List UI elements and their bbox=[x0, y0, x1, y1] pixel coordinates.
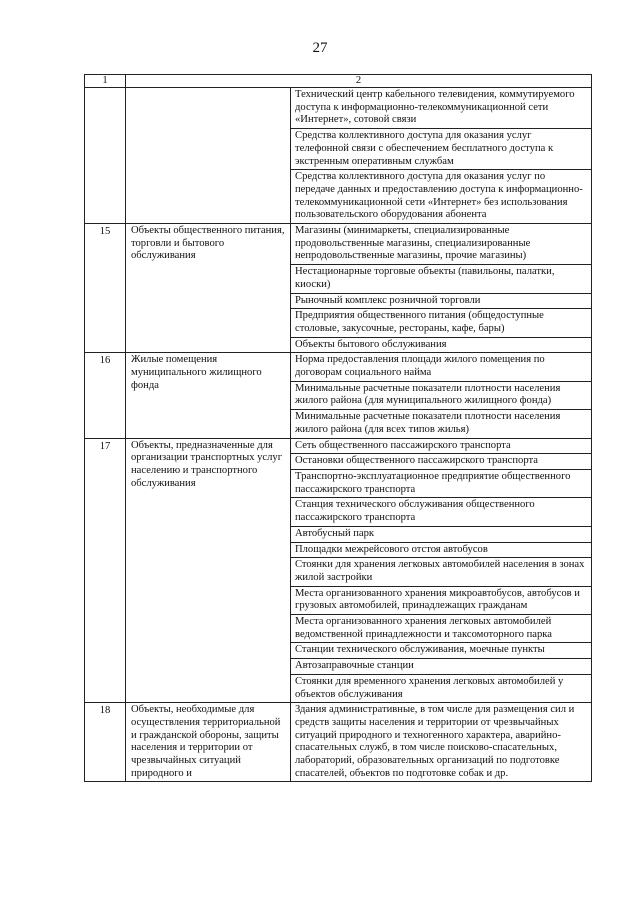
group-number-cell: 17 bbox=[85, 438, 126, 703]
item-cell: Автозаправочные станции bbox=[291, 659, 592, 675]
table-row bbox=[85, 353, 592, 381]
item-cell: Сеть общественного пассажирского транспорта bbox=[291, 438, 592, 454]
group-number-cell: 16 bbox=[85, 353, 126, 438]
group-number-cell: 15 bbox=[85, 224, 126, 353]
item-cell: Станции технического обслуживания, моечные пункты bbox=[291, 643, 592, 659]
group-name-cell bbox=[126, 88, 291, 224]
item-cell: Предприятия общественного питания (общедоступные столовые, закусочные, рестораны, кафе, бары) bbox=[291, 309, 592, 337]
item-cell: Автобусный парк bbox=[291, 526, 592, 542]
table-row bbox=[85, 88, 592, 129]
standards-table bbox=[84, 74, 592, 782]
item-cell: Минимальные расчетные показатели плотности населения жилого района (для муниципального жилищного фонда) bbox=[291, 381, 592, 409]
item-cell: Минимальные расчетные показатели плотности населения жилого района (для всех типов жилья) bbox=[291, 410, 592, 438]
column-header-2: 2 bbox=[126, 75, 592, 88]
column-header-1: 1 bbox=[85, 75, 126, 88]
item-cell: Стоянки для временного хранения легковых автомобилей у объектов обслуживания bbox=[291, 674, 592, 702]
page-number: 27 bbox=[312, 40, 328, 56]
item-cell: Норма предоставления площади жилого помещения по договорам социального найма bbox=[291, 353, 592, 381]
table-row bbox=[85, 703, 592, 782]
group-name-cell: Объекты, необходимые для осуществления территориальной и гражданской обороны, защиты населения и территории от чрезвычайных ситуаций природного и bbox=[126, 703, 291, 782]
item-cell: Места организованного хранения легковых автомобилей ведомственной принадлежности и таксомоторного парка bbox=[291, 615, 592, 643]
group-name-cell: Жилые помещения муниципального жилищного фонда bbox=[126, 353, 291, 438]
item-cell: Здания административные, в том числе для размещения сил и средств защиты населения и территории от чрезвычайных ситуаций природного и техногенного характера, аварийно-спасательных служб, в том числе поисково-спасательных, лабораторий, образовательных организаций по подготовке спасателей, объектов по подготовке собак и др. bbox=[291, 703, 592, 782]
table-row bbox=[85, 438, 592, 454]
item-cell: Рыночный комплекс розничной торговли bbox=[291, 293, 592, 309]
group-number-cell: 18 bbox=[85, 703, 126, 782]
group-name-cell: Объекты общественного питания, торговли и бытового обслуживания bbox=[126, 224, 291, 353]
item-cell: Нестационарные торговые объекты (павильоны, палатки, киоски) bbox=[291, 265, 592, 293]
item-cell: Средства коллективного доступа для оказания услуг по передаче данных и предоставлению доступа к информационно-телекоммуникационной сети «Интернет» без использования пользовательского оборудования абонента bbox=[291, 170, 592, 224]
item-cell: Объекты бытового обслуживания bbox=[291, 337, 592, 353]
group-name-cell: Объекты, предназначенные для организации транспортных услуг населению и транспортного обслуживания bbox=[126, 438, 291, 703]
item-cell: Технический центр кабельного телевидения, коммутируемого доступа к информационно-телекоммуникационной сети «Интернет», сотовой связи bbox=[291, 88, 592, 129]
table-row bbox=[85, 224, 592, 265]
group-number-cell bbox=[85, 88, 126, 224]
item-cell: Площадки межрейсового отстоя автобусов bbox=[291, 542, 592, 558]
item-cell: Станция технического обслуживания общественного пассажирского транспорта bbox=[291, 498, 592, 526]
item-cell: Средства коллективного доступа для оказания услуг телефонной связи с обеспечением бесплатного доступа к экстренным оперативным службам bbox=[291, 129, 592, 170]
table-header-row bbox=[85, 75, 592, 88]
item-cell: Места организованного хранения микроавтобусов, автобусов и грузовых автомобилей, принадлежащих гражданам bbox=[291, 586, 592, 614]
item-cell: Остановки общественного пассажирского транспорта bbox=[291, 454, 592, 470]
item-cell: Транспортно-эксплуатационное предприятие общественного пассажирского транспорта bbox=[291, 469, 592, 497]
item-cell: Стоянки для хранения легковых автомобилей населения в зонах жилой застройки bbox=[291, 558, 592, 586]
item-cell: Магазины (минимаркеты, специализированные продовольственные магазины, специализированные непродовольственные магазины, прочие магазины) bbox=[291, 224, 592, 265]
